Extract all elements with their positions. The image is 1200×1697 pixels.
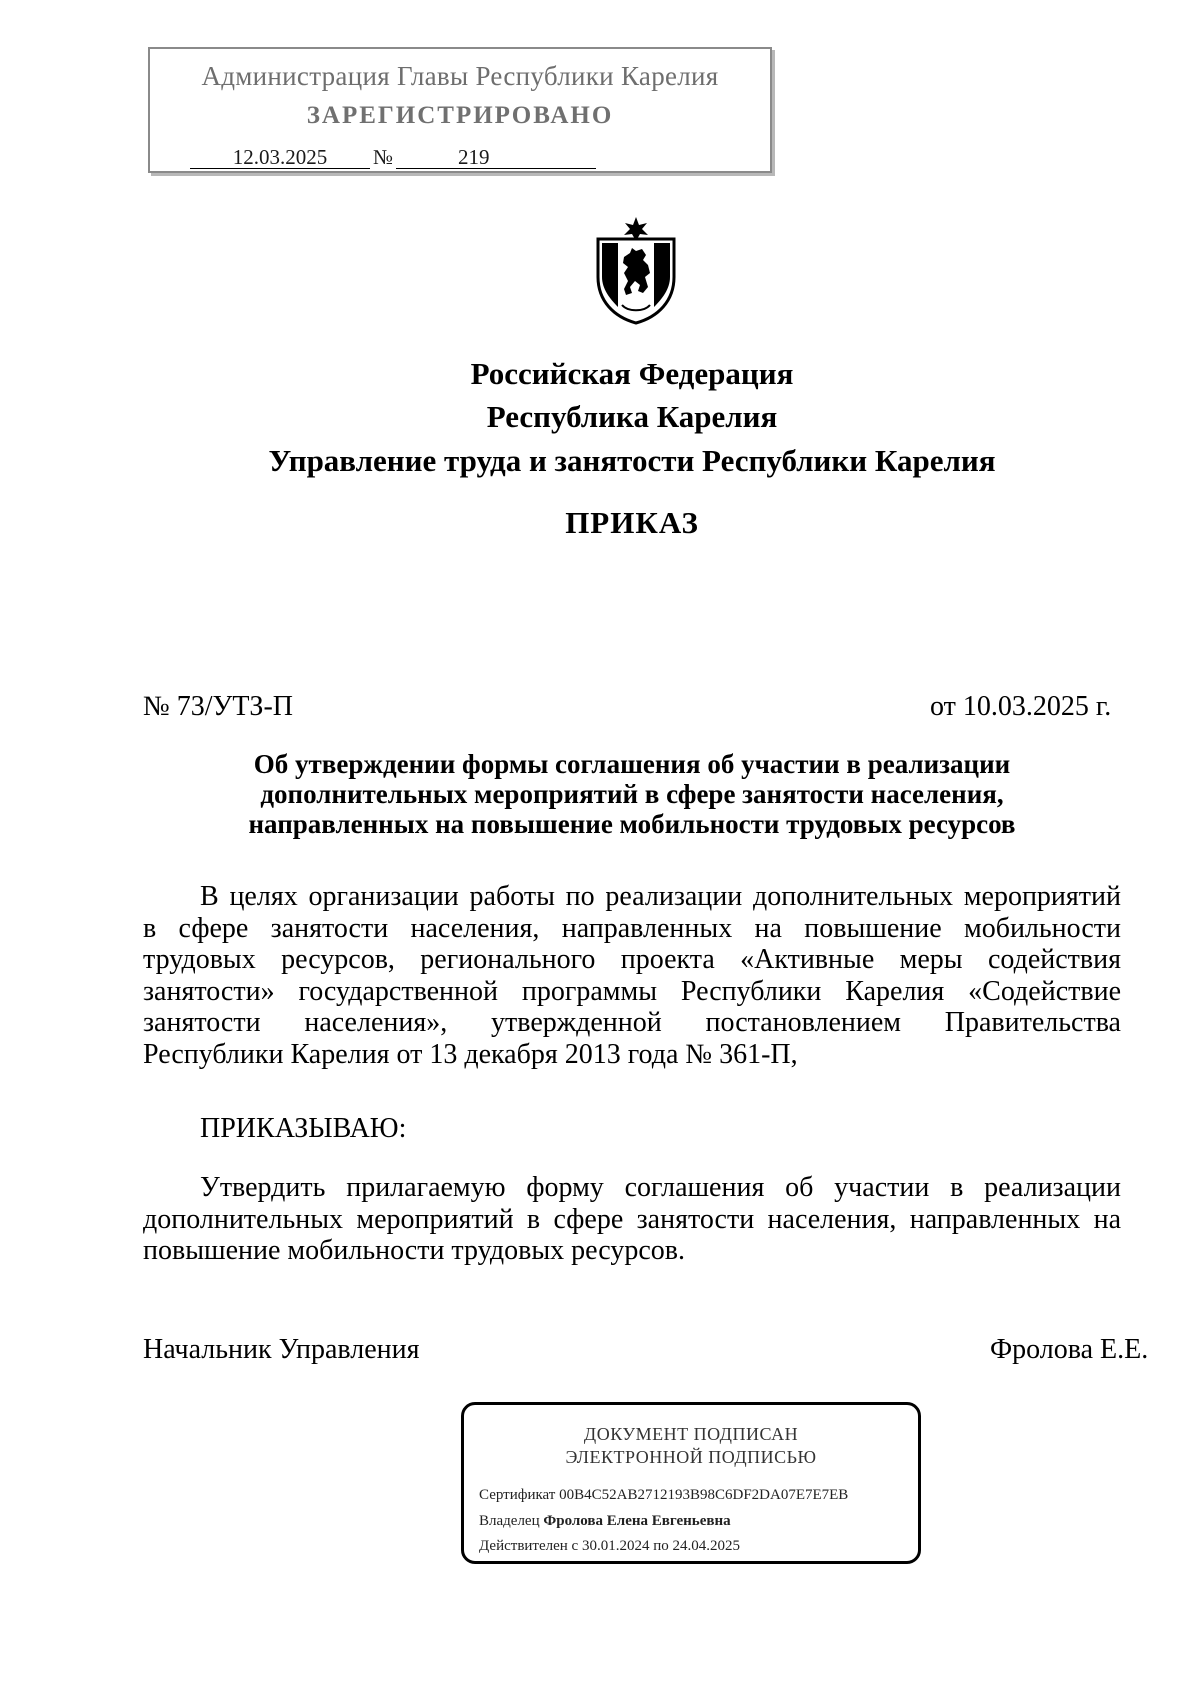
e-signature-owner [479,1513,731,1530]
owner-label: Владелец [479,1513,540,1529]
signatory-name: Фролова Е.Е. [990,1334,1149,1365]
registration-stamp [148,47,772,173]
e-signature-validity [479,1538,740,1555]
valid-to-label: по [653,1538,669,1554]
subject-line: дополнительных мероприятий в сфере занятости населения, [260,779,1004,809]
order-date: от 10.03.2025 г. [930,691,1112,722]
subject-line: Об утверждении формы соглашения об участии в реализации [253,749,1011,779]
decision-paragraph [143,1172,1121,1267]
header-authority: Управление труда и занятости Республики Карелия [268,443,996,478]
preamble-line: В целях организации работы по реализации дополнительных мероприятий [200,881,1121,912]
subject-line: направленных на повышение мобильности трудовых ресурсов [248,809,1016,839]
valid-label: Действителен с [479,1538,579,1554]
preamble-line: занятости» государственной программы Республики Карелия «Содействие [143,975,1121,1007]
decision-line: дополнительных мероприятий в сфере занятости населения, направленных на [143,1203,1121,1235]
e-signature-subtitle: ЭЛЕКТРОННОЙ ПОДПИСЬЮ [565,1447,817,1467]
header-country: Российская Федерация [470,356,794,391]
decision-line: Утвердить прилагаемую форму соглашения об участии в реализации [200,1172,1121,1203]
owner-value: Фролова Елена Евгеньевна [543,1513,731,1529]
e-signature-stamp [461,1402,921,1564]
registration-status: ЗАРЕГИСТРИРОВАНО [306,102,614,129]
registration-organization: Администрация Главы Республики Карелия [201,61,719,91]
decision-line: повышение мобильности трудовых ресурсов. [143,1235,685,1266]
e-signature-certificate [479,1487,848,1504]
order-directive: ПРИКАЗЫВАЮ: [200,1113,407,1144]
document-type: ПРИКАЗ [565,505,699,540]
signatory-position: Начальник Управления [143,1334,420,1365]
certificate-value: 00B4C52AB2712193B98C6DF2DA07E7E7EB [559,1487,849,1503]
registration-date: 12.03.2025 [190,146,370,169]
order-number: № 73/УТЗ-П [143,691,293,722]
certificate-label: Сертификат [479,1487,556,1503]
preamble-line: занятости населения», утвержденной постановлением Правительства [143,1007,1121,1038]
valid-to: 24.04.2025 [672,1538,740,1554]
valid-from: 30.01.2024 [581,1538,650,1554]
preamble-paragraph [143,881,1121,1070]
e-signature-title: ДОКУМЕНТ ПОДПИСАН [583,1424,799,1444]
preamble-line: Республики Карелия от 13 декабря 2013 года № 361-П, [143,1038,798,1070]
coat-of-arms-icon [588,215,684,325]
registration-number-label: № [372,145,394,169]
registration-details [190,145,596,170]
preamble-line: в сфере занятости населения, направленных на повышение мобильности [143,912,1121,944]
preamble-line: трудовых ресурсов, регионального проекта «Активные меры содействия [143,944,1121,975]
order-subject [143,749,1121,839]
registration-number: 219 [396,146,596,169]
header-republic: Республика Карелия [486,399,778,434]
